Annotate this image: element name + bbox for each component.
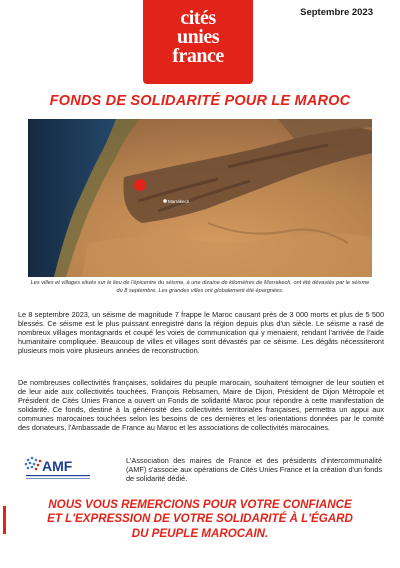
amf-logo-mark (22, 454, 94, 482)
logo-line-2: unies (177, 26, 219, 48)
thanks-message (0, 498, 400, 541)
body-paragraph-2: De nombreuses collectivités françaises, solidaires du peuple marocain, souhaitent témoigner de leur soutien et de leur aide aux collectivités touchées. François Rebsamen, Maire de Dijon, Président de Dijon Métropole et Président de Cités Unies France a ouvert un Fonds de solidarité Maroc pour répondre à cette manifestation de solidarité. Ce fonds, destiné à la générosité des collectivités territoriales françaises, permettra un appui aux communes marocaines touchées selon les besoins de ces dernières et les orientations données par le comité des donateurs, l'Ambassade de France au Maroc et les associations de collectivités marocaines. (18, 378, 384, 433)
page-title: FONDS DE SOLIDARITÉ POUR LE MAROC (49, 93, 351, 109)
city-marker (163, 199, 167, 203)
thanks-line-3: DU PEUPLE MAROCAIN. (131, 526, 269, 540)
satellite-map (28, 119, 372, 277)
cites-unies-france-logo (143, 0, 253, 84)
map-image (28, 119, 372, 277)
city-label: Marrakech (168, 199, 190, 204)
logo-line-1: cités (180, 7, 216, 29)
amf-logo (22, 454, 94, 482)
left-edge-mark (3, 506, 6, 534)
thanks-line-2: ET L'EXPRESSION DE VOTRE SOLIDARITÉ À L'ÉGARD (47, 512, 353, 526)
issue-date: Septembre 2023 (300, 7, 373, 18)
body-paragraph-1: Le 8 septembre 2023, un séisme de magnitude 7 frappe le Maroc causant près de 3 000 morts et plus de 5 500 blessés. Ce séisme est le plus puissant enregistré dans la région depuis plus d'un siècle. Le séisme a rasé de nombreux villages montagnards et coupé les voies de communication qui y menaient, rendant l'arrivée de l'aide humanitaire compliquée. Beaucoup de villes et villages sont dévastés par ce séisme. Les dégâts nécessiteront plusieurs mois voire plusieurs années de reconstruction. (18, 310, 384, 356)
amf-logo-text: AMF (42, 458, 73, 474)
epicenter-marker (134, 179, 146, 191)
logo-line-3: france (172, 45, 224, 67)
amf-statement: L'Association des maires de France et des présidents d'intercommunalité (AMF) s'associe aux opérations de Cités Unies France et la création d'un fonds de solidarité dédié. (126, 456, 382, 484)
thanks-line-1: NOUS VOUS REMERCIONS POUR VOTRE CONFIANCE (48, 498, 352, 511)
map-caption: Les villes et villages situés sur le lieu de l'épicentre du séisme, à une dizaine de kilomètres de Marrakech, ont été dévastés par le séisme du 8 septembre. Les grandes villes ont globalement été épargnées. (30, 280, 370, 294)
